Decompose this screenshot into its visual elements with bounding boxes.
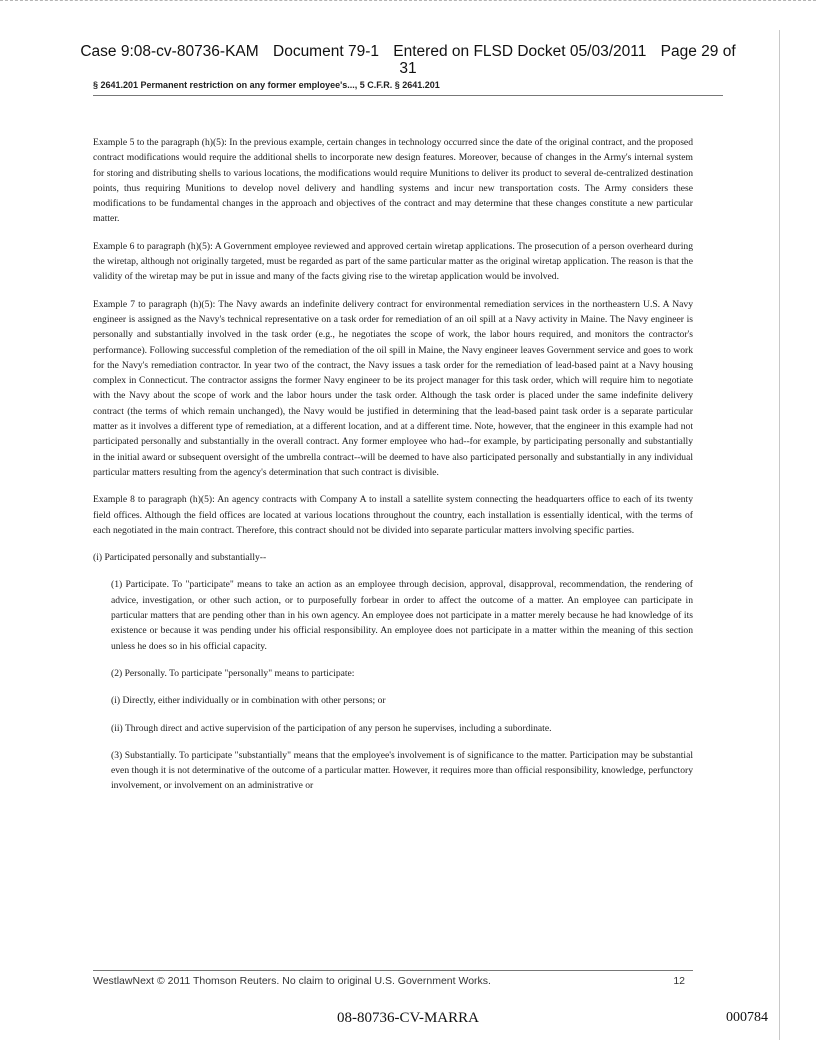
case-number: Case 9:08-cv-80736-KAM: [80, 43, 259, 60]
page-number: 12: [673, 975, 685, 987]
paragraph-supervision: (ii) Through direct and active supervision of the participation of any person he supervises, including a subordinate.: [111, 722, 552, 734]
bates-number: 000784: [726, 1010, 768, 1025]
paragraph-example-6: Example 6 to paragraph (h)(5): A Government employee reviewed and approved certain wiretap applications. The prosecution of a person overheard during the wiretap, although not originally targeted, must be regarded as part of the same particular matter as the original wiretap application. The reason is that the validity of the wiretap may be put in issue and many of the facts giving rise to the wiretap application would be involved.: [93, 240, 693, 283]
total-pages: 31: [399, 60, 417, 77]
scan-margin-rule: [779, 30, 780, 1040]
page-of-label: Page 29 of: [660, 43, 736, 60]
document-body: [93, 135, 693, 806]
copyright-notice: WestlawNext © 2011 Thomson Reuters. No claim to original U.S. Government Works.: [93, 975, 491, 987]
paragraph-example-5: Example 5 to the paragraph (h)(5): In the previous example, certain changes in technology occurred since the date of the original contract, and the proposed contract modifications would require the additional shells to incorporate new design features. Moreover, because of changes in the Army's internal system for storing and distributing shells to various locations, the modifications would require Munitions to deliver its product to several de-centralized destination points, thus requiring Munitions to develop novel delivery and handling systems and incur new transportation costs. The Army considers these modifications to be fundamental changes in the approach and objectives of the contract and may determine that these changes constitute a new particular matter.: [93, 137, 693, 225]
paragraph-personally: (2) Personally. To participate "personally" means to participate:: [111, 667, 355, 679]
paragraph-participate: (1) Participate. To "participate" means to take an action as an employee through decision, approval, disapproval, recommendation, the rendering of advice, investigation, or other such action, or to purposefully forbear in order to affect the outcome of a matter. An employee can participate in particular matters that are pending other than in his own agency. An employee does not participate in a matter merely because he had knowledge of its existence or because it was pending under his official responsibility. An employee does not participate in a matter within the meaning of this section unless he does so in his official capacity.: [111, 579, 693, 652]
footer-divider: [93, 970, 693, 971]
scan-artifact-line: [0, 0, 816, 5]
bates-case-stamp: 08-80736-CV-MARRA: [337, 1010, 479, 1026]
paragraph-section-i: (i) Participated personally and substantially--: [93, 552, 267, 564]
paragraph-directly: (i) Directly, either individually or in combination with other persons; or: [111, 695, 386, 707]
docket-entry: Entered on FLSD Docket 05/03/2011: [393, 43, 647, 60]
paragraph-substantially: (3) Substantially. To participate "substantially" means that the employee's involvement is of significance to the matter. Participation may be substantial even though it is not determinative of the outcome of a particular matter. However, it requires more than official responsibility, knowledge, perfunctory involvement, or involvement on an administrative or: [111, 749, 693, 792]
citation-divider: [93, 95, 723, 96]
paragraph-example-8: Example 8 to paragraph (h)(5): An agency contracts with Company A to install a satellite system connecting the headquarters office to each of its twenty field offices. Although the field offices are located at various locations throughout the country, each installation is essentially identical, with the terms of each negotiated in the main contract. Therefore, this contract should not be divided into separate particular matters involving specific parties.: [93, 494, 693, 536]
page-footer: [93, 975, 693, 987]
citation-heading: § 2641.201 Permanent restriction on any former employee's..., 5 C.F.R. § 2641.201: [93, 80, 440, 90]
paragraph-example-7: Example 7 to paragraph (h)(5): The Navy awards an indefinite delivery contract for environmental remediation services in the northeastern U.S. A Navy engineer is assigned as the Navy's technical representative on a task order for remediation of an oil spill at a Navy activity in Maine. The Navy engineer is personally and substantially involved in the task order (e.g., he negotiates the scope of work, the labor hours required, and monitors the contractor's performance). Following successful completion of the remediation of the oil spill in Maine, the Navy engineer leaves Government service and goes to work for the Navy's remediation contractor. In year two of the contract, the Navy issues a task order for the remediation of lead-based paint at a Navy housing complex in Connecticut. The contractor assigns the former Navy engineer to be its project manager for this task order, which will require him to negotiate with the Navy about the scope of work and the labor hours under the task order. Although the task order is placed under the same indefinite delivery contract (the terms of which remain unchanged), the Navy would be justified in determining that the lead-based paint task order is a separate particular matter as it involves a different type of remediation, at a different location, and at a different time. Note, however, that the engineer in this example had not participated personally and substantially in the overall contract. Any former employee who had--for example, by participating personally and substantially in the initial award or subsequent oversight of the umbrella contract--will be deemed to have also participated personally and substantially in any individual particular matters resulting from the agency's determination that such contract is divisible.: [93, 298, 693, 478]
document-number: Document 79-1: [273, 43, 379, 60]
docket-header: [0, 43, 816, 61]
